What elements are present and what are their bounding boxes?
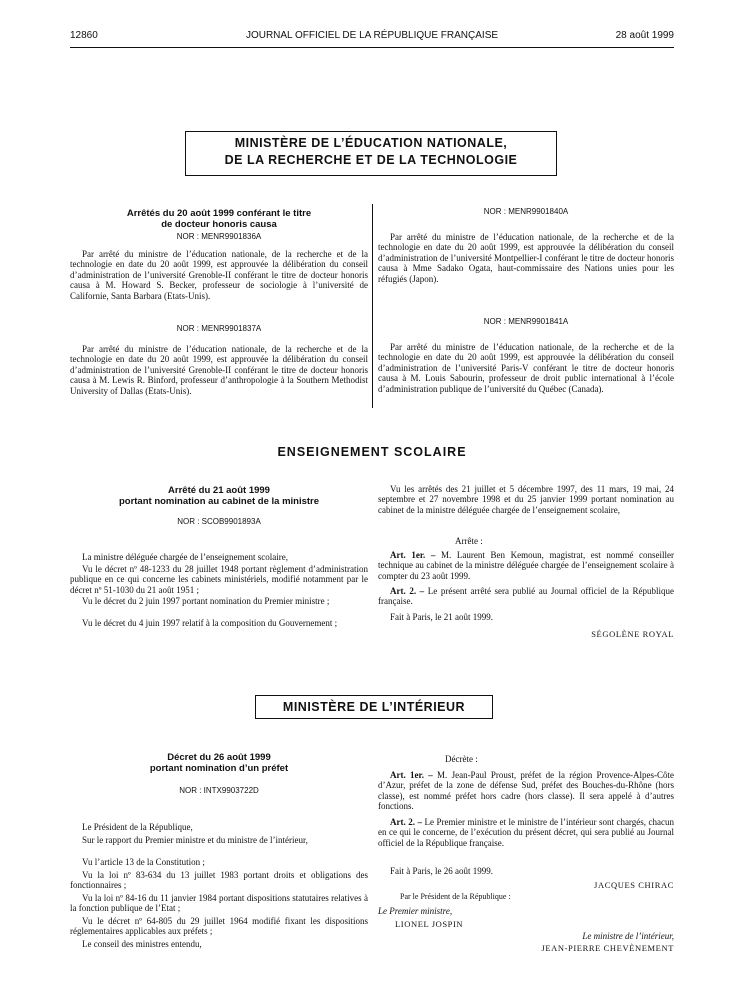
fait-date: Fait à Paris, le 26 août 1999. bbox=[390, 866, 493, 876]
preamble-paragraph: Le Président de la République, bbox=[82, 822, 193, 832]
arrete-paragraph: Par arrêté du ministre de l’éducation nationale, de la recherche et de la technologie en date du 20 août 1999, est approuvée la délibération du conseil d’administration de l’université Paris-V conférant le titre de docteur honoris causa à M. Louis Sabourin, professeur de droit public international à l’école d’administration publique de l’université du Québec (Canada). bbox=[378, 342, 674, 394]
preamble-paragraph: Le conseil des ministres entendu, bbox=[82, 939, 202, 949]
preamble-paragraph: Vu le décret du 2 juin 1997 portant nomination du Premier ministre ; bbox=[82, 596, 330, 606]
arrete-paragraph: Par arrêté du ministre de l’éducation nationale, de la recherche et de la technologie en date du 20 août 1999, est approuvée la délibération du conseil d’administration de l’université Grenoble-II conférant le titre de docteur honoris causa à M. Howard S. Becker, professeur de sociologie à l’université de Californie, Santa Barbara (Etats-Unis). bbox=[70, 249, 368, 301]
preamble-paragraph: Vu le décret nº 64-805 du 29 juillet 1964 modifié fixant les dispositions réglementaires applicables aux préfets ; bbox=[70, 916, 368, 937]
article-2: Art. 2. – Le présent arrêté sera publié au Journal officiel de la République française. bbox=[378, 586, 674, 607]
article-1: Art. 1er. – M. Laurent Ben Kemoun, magistrat, est nommé conseiller technique au cabinet de la ministre déléguée chargée de l’enseignement scolaire à compter du 23 août 1999. bbox=[378, 550, 675, 581]
ministry-education-box bbox=[185, 131, 557, 176]
par-le-president: Par le Président de la République : bbox=[400, 892, 511, 901]
nor-reference: NOR : MENR9901841A bbox=[483, 317, 569, 326]
ministre-interieur-label: Le ministre de l’intérieur, bbox=[582, 931, 674, 941]
arrete-21-aout-title: Arrêté du 21 août 1999 portant nomination au cabinet de la ministre bbox=[118, 485, 320, 507]
preamble-paragraph: Vu le décret du 4 juin 1997 relatif à la composition du Gouvernement ; bbox=[82, 618, 338, 628]
signature-president: JACQUES CHIRAC bbox=[594, 880, 674, 890]
nor-reference: NOR : MENR9901836A bbox=[176, 232, 262, 241]
issue-date: 28 août 1999 bbox=[615, 30, 674, 41]
column-rule bbox=[372, 204, 373, 408]
article-2: Art. 2. – Le Premier ministre et le ministre de l’intérieur sont chargés, chacun en ce qui le concerne, de l’exécution du présent décret, qui sera publié au Journal officiel de la République française. bbox=[378, 817, 674, 848]
preamble-paragraph: La ministre déléguée chargée de l’enseignement scolaire, bbox=[82, 552, 288, 562]
nor-reference: NOR : SCOB9901893A bbox=[177, 517, 261, 526]
ministry-interieur-box bbox=[255, 695, 493, 719]
arretes-title: Arrêtés du 20 août 1999 conférant le titre de docteur honoris causa bbox=[126, 208, 312, 230]
ministre-interieur-signature: JEAN-PIERRE CHEVÈNEMENT bbox=[541, 943, 674, 953]
decrete-word: Décrète : bbox=[445, 754, 478, 764]
decret-title: Décret du 26 août 1999 portant nomination d’un préfet bbox=[149, 752, 289, 774]
journal-title: JOURNAL OFFICIEL DE LA RÉPUBLIQUE FRANÇAISE bbox=[245, 30, 499, 41]
preamble-paragraph: Sur le rapport du Premier ministre et du ministre de l’intérieur, bbox=[82, 835, 308, 845]
arrete-paragraph: Par arrêté du ministre de l’éducation nationale, de la recherche et de la technologie en date du 20 août 1999, est approuvée la délibération du conseil d’administration de l’université Grenoble-II conférant le titre de docteur honoris causa à M. Lewis R. Binford, professeur d’anthropologie à la Southern Methodist University of Dallas (Etats-Unis). bbox=[70, 344, 368, 396]
preamble-paragraph: Vu la loi nº 84-16 du 11 janvier 1984 portant dispositions statutaires relatives à la fonction publique de l’Etat ; bbox=[70, 893, 368, 914]
premier-ministre-label: Le Premier ministre, bbox=[378, 906, 453, 916]
section-enseignement-title: ENSEIGNEMENT SCOLAIRE bbox=[277, 445, 467, 459]
header-rule bbox=[70, 47, 674, 48]
preamble-paragraph: Vu le décret nº 48-1233 du 28 juillet 1948 portant règlement d’administration publique en ce qui concerne les cabinets ministériels, modifié notamment par le décret nº 51-1030 du 21 août 1951 ; bbox=[70, 564, 368, 595]
signature: SÉGOLÈNE ROYAL bbox=[591, 629, 674, 639]
ministry-education-line2: DE LA RECHERCHE ET DE LA TECHNOLOGIE bbox=[224, 153, 518, 167]
article-1: Art. 1er. – M. Jean-Paul Proust, préfet de la région Provence-Alpes-Côte d’Azur, préfet de la zone de défense Sud, préfet des Bouches-du-Rhône (hors classe), est nommé préfet hors cadre (hors classe). Il sera appelé à d’autres fonctions. bbox=[378, 770, 674, 812]
nor-reference: NOR : MENR9901837A bbox=[176, 324, 262, 333]
preamble-paragraph: Vu les arrêtés des 21 juillet et 5 décembre 1997, des 11 mars, 19 mai, 24 septembre et 27 novembre 1998 et du 25 janvier 1999 portant nomination au cabinet de la ministre déléguée chargée de l’enseignement scolaire, bbox=[378, 484, 674, 515]
premier-ministre-signature: LIONEL JOSPIN bbox=[395, 919, 464, 929]
nor-reference: NOR : MENR9901840A bbox=[483, 207, 569, 216]
ministry-education-line1: MINISTÈRE DE L’ÉDUCATION NATIONALE, bbox=[234, 136, 508, 150]
nor-reference: NOR : INTX9903722D bbox=[179, 786, 259, 795]
preamble-paragraph: Vu la loi nº 83-634 du 13 juillet 1983 portant droits et obligations des fonctionnaires ; bbox=[70, 870, 368, 891]
arrete-word: Arrête : bbox=[455, 536, 483, 546]
arrete-paragraph: Par arrêté du ministre de l’éducation nationale, de la recherche et de la technologie en date du 20 août 1999, est approuvée la délibération du conseil d’administration de l’université Montpellier-I conférant le titre de docteur honoris causa à Mme Sadako Ogata, haut-commissaire des Nations unies pour les réfugiés (Japon). bbox=[378, 232, 674, 284]
page-number: 12860 bbox=[70, 30, 98, 41]
preamble-paragraph: Vu l’article 13 de la Constitution ; bbox=[82, 857, 205, 867]
fait-date: Fait à Paris, le 21 août 1999. bbox=[390, 612, 493, 622]
ministry-interieur-title: MINISTÈRE DE L’INTÉRIEUR bbox=[282, 700, 466, 714]
